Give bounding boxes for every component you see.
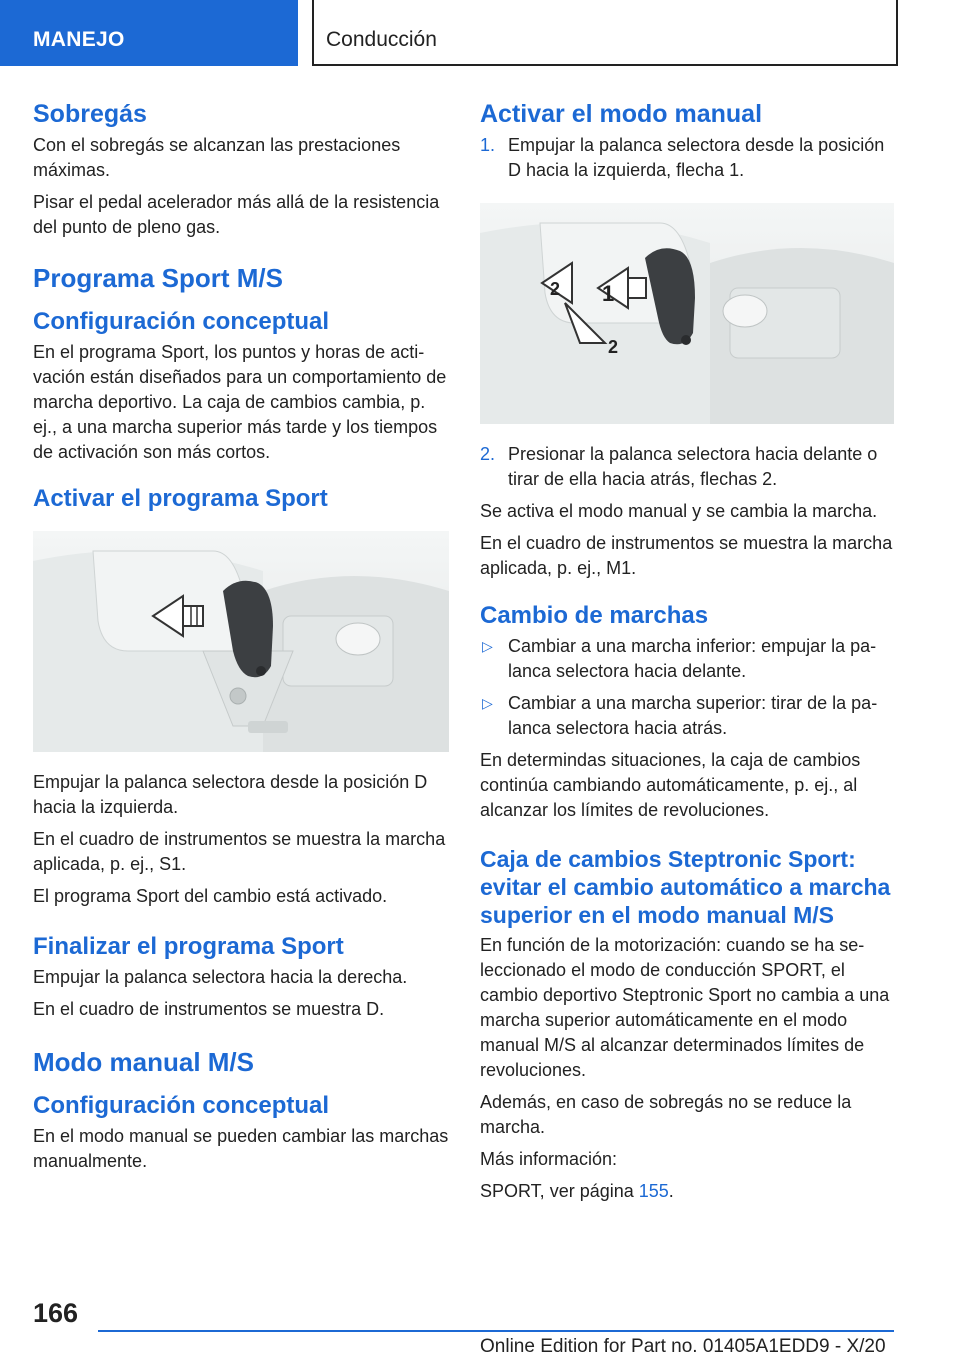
paragraph: Más información: [480, 1149, 618, 1169]
paragraph: Empujar la palanca selectora desde la posición D hacia la izquierda. [33, 772, 428, 817]
sport-ref-suffix: . [668, 1181, 674, 1201]
bullet-text: Cambiar a una marcha superior: tirar de la palanca selectora hacia atrás. [508, 693, 878, 738]
arrow-label-2-lower: 2 [608, 337, 619, 357]
footer-divider [98, 1330, 894, 1332]
paragraph: En el cuadro de instrumentos se muestra la marcha aplicada, p. ej., M1. [480, 533, 893, 578]
paragraph: En función de la motorización: cuando se ha seleccionado el modo de conducción SPORT, el cambio deportivo Steptronic Sport no cambia a una marcha superior automáticamente en el modo manual M/S al alcanzar determinados límites de revoluciones. [480, 935, 890, 1080]
heading-sobregas: Sobregás [33, 100, 147, 128]
page-link[interactable]: 155 [638, 1181, 669, 1201]
footer-edition: Online Edition for Part no. 01405A1EDD9 - X/20 [480, 1336, 886, 1357]
paragraph: Pisar el pedal acelerador más allá de la resistencia del punto de pleno gas. [33, 192, 440, 237]
triangle-right-icon: ▷ [482, 638, 493, 654]
heading-finalizar-sport: Finalizar el programa Sport [33, 933, 344, 960]
header-section-label: MANEJO [33, 28, 125, 51]
left-column [33, 100, 449, 1181]
bullet-item [480, 634, 894, 684]
paragraph: Con el sobregás se alcanzan las prestaciones máximas. [33, 135, 401, 180]
step-number: 2. [480, 444, 496, 464]
paragraph: En el cuadro de instrumentos se muestra D. [33, 999, 385, 1019]
heading-caja-cambios: Caja de cambios Steptronic Sport: evitar el cambio automático a marcha superior en el modo manual M/S [480, 846, 891, 928]
paragraph: Se activa el modo manual y se cambia la marcha. [480, 501, 878, 521]
header-title: Conducción [326, 28, 437, 51]
bullet-item [480, 691, 894, 741]
triangle-right-icon: ▷ [482, 695, 493, 711]
heading-programa-sport: Programa Sport M/S [33, 263, 283, 293]
gear-selector-manual-drawing [480, 203, 894, 424]
paragraph: En el modo manual se pueden cambiar las marchas manualmente. [33, 1126, 449, 1171]
heading-activar-manual: Activar el modo manual [480, 100, 763, 128]
header-title-box [312, 0, 898, 66]
gear-selector-illustration [33, 531, 449, 752]
arrow-label-1: 1 [602, 281, 615, 306]
paragraph: El programa Sport del cambio está activado. [33, 886, 388, 906]
step-2 [480, 442, 894, 492]
paragraph-sport-ref [480, 1179, 894, 1204]
step-1 [480, 133, 894, 183]
arrow-label-2-upper: 2 [550, 279, 561, 299]
right-column [480, 100, 894, 1211]
step-text: Empujar la palanca selectora desde la posición D hacia la izquierda, flecha 1. [508, 135, 885, 180]
paragraph: Además, en caso de sobregás no se reduce la marcha. [480, 1092, 852, 1137]
paragraph: En el cuadro de instrumentos se muestra la marcha aplicada, p. ej., S1. [33, 829, 446, 874]
paragraph: En determindas situaciones, la caja de cambios continúa cambiando automáticamente, p. ej., al alcanzar los límites de revoluciones. [480, 750, 861, 820]
step-text: Presionar la palanca selectora hacia delante o tirar de ella hacia atrás, flechas 2. [508, 444, 878, 489]
heading-cambio-marchas: Cambio de marchas [480, 602, 709, 629]
paragraph: Empujar la palanca selectora hacia la derecha. [33, 967, 408, 987]
bullet-text: Cambiar a una marcha inferior: empujar la palanca selectora hacia delante. [508, 636, 877, 681]
heading-configuracion-2: Configuración conceptual [33, 1092, 330, 1119]
page-number: 166 [33, 1298, 79, 1328]
heading-activar-sport: Activar el programa Sport [33, 485, 328, 512]
sport-ref-text: SPORT, ver página [480, 1181, 639, 1201]
heading-configuracion: Configuración conceptual [33, 308, 330, 335]
gear-selector-manual-illustration [480, 203, 894, 424]
heading-modo-manual: Modo manual M/S [33, 1047, 254, 1077]
header-section-tab [0, 0, 298, 66]
paragraph: En el programa Sport, los puntos y horas de activación están diseñados para un comportamiento de marcha deportivo. La caja de cambios cambia, p. ej., a una marcha superior más tarde y los tiempos de activación son más cortos. [33, 342, 447, 462]
step-number: 1. [480, 135, 496, 155]
gear-selector-drawing [33, 531, 449, 752]
